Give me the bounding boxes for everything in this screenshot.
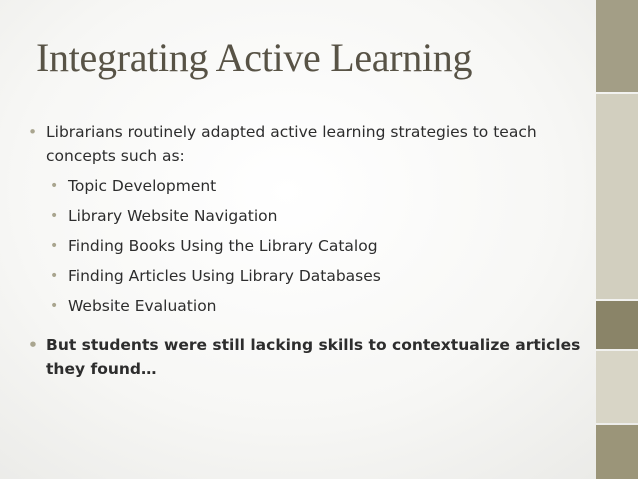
bullet-intro bbox=[26, 120, 591, 168]
sidebar-block bbox=[596, 351, 638, 423]
sub-bullet bbox=[26, 264, 591, 288]
bullet-icon: • bbox=[50, 268, 59, 284]
bullet-text: But students were still lacking skills to contextualize articles they found… bbox=[46, 336, 581, 378]
spacer bbox=[26, 318, 591, 333]
sub-bullet bbox=[26, 174, 591, 198]
sub-bullet-text: Library Website Navigation bbox=[68, 207, 278, 225]
bullet-icon: • bbox=[50, 238, 59, 254]
sidebar-block bbox=[596, 0, 638, 92]
sidebar-block bbox=[596, 301, 638, 349]
sub-bullet-text: Topic Development bbox=[68, 177, 217, 195]
sidebar-block bbox=[596, 425, 638, 479]
slide-body bbox=[26, 120, 591, 381]
bullet-icon: • bbox=[28, 336, 38, 354]
slide-title: Integrating Active Learning bbox=[36, 35, 473, 80]
bullet-conclusion bbox=[26, 333, 591, 381]
bullet-icon: • bbox=[50, 208, 59, 224]
bullet-icon: • bbox=[28, 123, 38, 141]
sub-bullet bbox=[26, 294, 591, 318]
bullet-icon: • bbox=[50, 178, 59, 194]
bullet-icon: • bbox=[50, 298, 59, 314]
sidebar-block bbox=[596, 94, 638, 299]
sub-bullet-text: Website Evaluation bbox=[68, 297, 217, 315]
sub-bullet bbox=[26, 204, 591, 228]
sub-bullet bbox=[26, 234, 591, 258]
sub-bullet-text: Finding Articles Using Library Databases bbox=[68, 267, 381, 285]
sub-bullet-text: Finding Books Using the Library Catalog bbox=[68, 237, 378, 255]
bullet-text: Librarians routinely adapted active learning strategies to teach concepts such as: bbox=[46, 123, 537, 165]
decorative-sidebar bbox=[596, 0, 638, 479]
